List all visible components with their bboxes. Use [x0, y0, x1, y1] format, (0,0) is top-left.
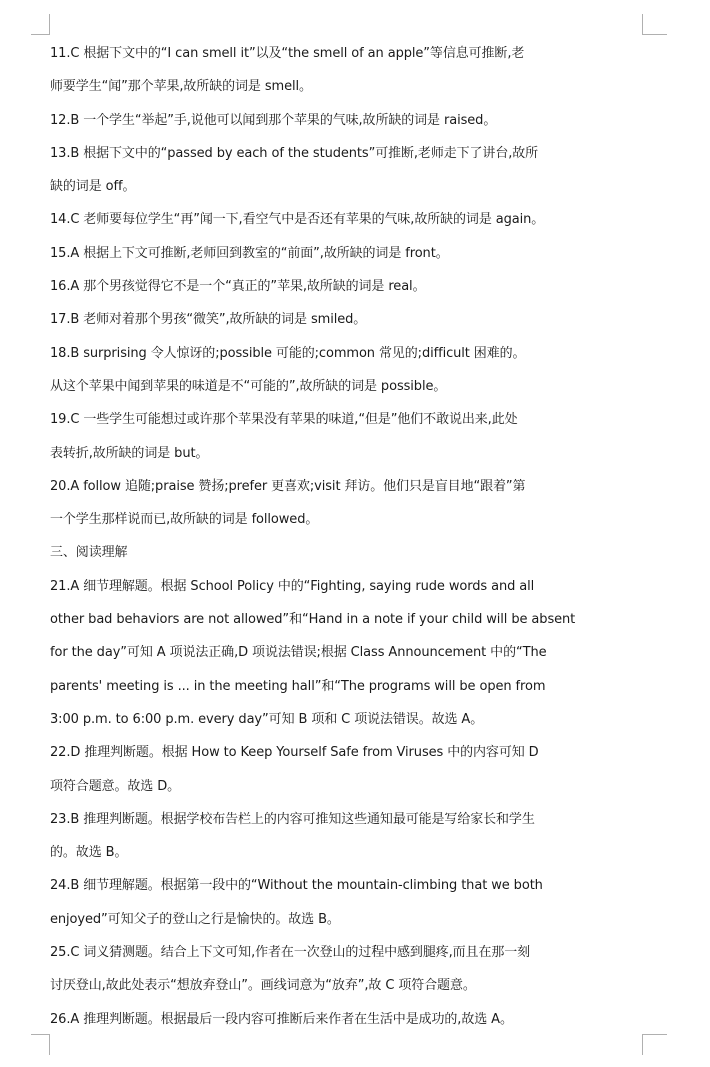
text-line: 18.B surprising 令人惊讶的;possible 可能的;common 常见的;difficult 困难的。 — [50, 345, 526, 361]
text-line: for the day”可知 A 项说法正确,D 项说法错误;根据 Class Announcement 中的“The — [50, 645, 547, 661]
crop-mark-top-right — [642, 14, 667, 35]
text-line: 24.B 细节理解题。根据第一段中的“Without the mountain-climbing that we both — [50, 878, 543, 894]
crop-mark-bottom-left — [31, 1034, 50, 1055]
text-line: 19.C 一些学生可能想过或许那个苹果没有苹果的味道,“但是”他们不敢说出来,此处 — [50, 412, 518, 428]
text-line: 12.B 一个学生“举起”手,说他可以闻到那个苹果的气味,故所缺的词是 raised。 — [50, 112, 497, 128]
text-line: 15.A 根据上下文可推断,老师回到教室的“前面”,故所缺的词是 front。 — [50, 245, 449, 261]
text-line: 一个学生那样说而已,故所缺的词是 followed。 — [50, 512, 319, 528]
text-line: 讨厌登山,故此处表示“想放弃登山”。画线词意为“放弃”,故 C 项符合题意。 — [50, 978, 476, 994]
text-line: other bad behaviors are not allowed”和“Hand in a note if your child will be absent — [50, 612, 576, 628]
text-line: 26.A 推理判断题。根据最后一段内容可推断后来作者在生活中是成功的,故选 A。 — [50, 1011, 513, 1027]
answer-explanations — [50, 37, 662, 1036]
text-line: 的。故选 B。 — [50, 845, 128, 861]
text-line: enjoyed”可知父子的登山之行是愉快的。故选 B。 — [50, 911, 340, 927]
crop-mark-top-left — [31, 14, 50, 35]
section-heading: 三、阅读理解 — [50, 545, 128, 561]
text-line: 师要学生“闻”那个苹果,故所缺的词是 smell。 — [50, 79, 312, 95]
text-line: 项符合题意。故选 D。 — [50, 778, 181, 794]
text-line: 22.D 推理判断题。根据 How to Keep Yourself Safe from Viruses 中的内容可知 D — [50, 745, 539, 761]
text-line: parents' meeting is ... in the meeting hall”和“The programs will be open from — [50, 678, 546, 694]
text-line: 表转折,故所缺的词是 but。 — [50, 445, 209, 461]
text-line: 11.C 根据下文中的“I can smell it”以及“the smell of an apple”等信息可推断,老 — [50, 46, 525, 61]
text-line: 23.B 推理判断题。根据学校布告栏上的内容可推知这些通知最可能是写给家长和学生 — [50, 811, 535, 827]
text-line: 17.B 老师对着那个男孩“微笑”,故所缺的词是 smiled。 — [50, 312, 367, 328]
text-line: 21.A 细节理解题。根据 School Policy 中的“Fighting, saying rude words and all — [50, 578, 535, 594]
text-line: 3:00 p.m. to 6:00 p.m. every day”可知 B 项和 C 项说法错误。故选 A。 — [50, 711, 484, 727]
text-line: 13.B 根据下文中的“passed by each of the students”可推断,老师走下了讲台,故所 — [50, 145, 539, 161]
text-line: 缺的词是 off。 — [50, 179, 136, 195]
text-line: 25.C 词义猜测题。结合上下文可知,作者在一次登山的过程中感到腿疼,而且在那一刻 — [50, 945, 531, 961]
text-line: 16.A 那个男孩觉得它不是一个“真正的”苹果,故所缺的词是 real。 — [50, 279, 426, 295]
text-line: 20.A follow 追随;praise 赞扬;prefer 更喜欢;visit 拜访。他们只是盲目地“跟着”第 — [50, 478, 526, 494]
text-line: 从这个苹果中闻到苹果的味道是不“可能的”,故所缺的词是 possible。 — [50, 378, 447, 394]
crop-mark-bottom-right — [642, 1034, 667, 1055]
text-line: 14.C 老师要每位学生“再”闻一下,看空气中是否还有苹果的气味,故所缺的词是 again。 — [50, 212, 545, 228]
